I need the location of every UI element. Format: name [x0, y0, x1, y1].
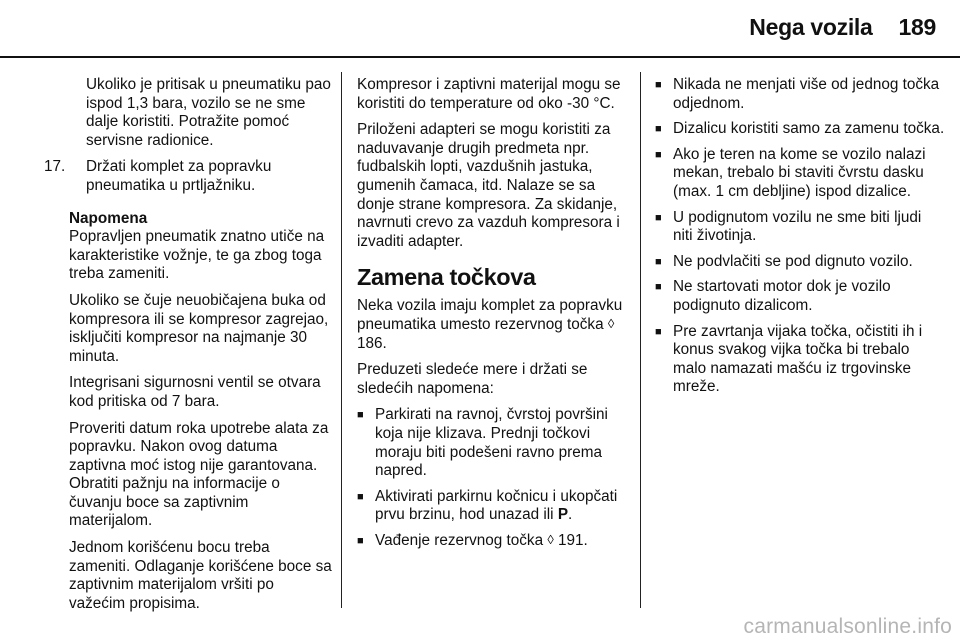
reference-arrow-icon: ◊ — [547, 531, 554, 547]
item-text: Držati komplet za popravku pneumatika u prtljažniku. — [86, 158, 272, 194]
list-item-text: Aktivirati parkirnu kočnicu i ukopčati prvu brzinu, hod unazad ili — [375, 487, 618, 524]
page-header — [0, 14, 936, 48]
gear-p-label: P — [557, 506, 569, 524]
bullet-icon: ■ — [655, 325, 662, 338]
note-block — [44, 210, 332, 614]
intro-text: Neka vozila imaju komplet za popravku pneumatika umesto rezervnog točka — [357, 297, 623, 333]
list-item-text: Vađenje rezervnog točka — [375, 531, 544, 549]
list-item — [357, 406, 629, 480]
compressor-noise-paragraph: Ukoliko se čuje neuobičajena buka od kompresora ili se kompresor zagrejao, isključiti kompresor na najmanje 30 minuta. — [69, 291, 329, 365]
bullet-icon: ■ — [655, 255, 662, 268]
list-item-content — [375, 488, 629, 525]
list-item — [655, 209, 945, 246]
bullet-icon: ■ — [655, 79, 662, 91]
list-item-text: Nikada ne menjati više od jednog točka odjednom. — [673, 76, 940, 112]
list-item — [655, 253, 945, 272]
list-item-text: Ne podvlačiti se pod dignuto vozilo. — [673, 252, 913, 270]
header-rule — [0, 56, 960, 58]
bullet-icon: ■ — [655, 123, 662, 136]
watermark: carmanualsonline.info — [743, 615, 952, 638]
list-item — [655, 146, 945, 202]
safety-valve-paragraph: Integrisani sigurnosni ventil se otvara kod pritiska od 7 bara. — [69, 374, 321, 410]
list-item-text: Dizalicu koristiti samo za zamenu točka. — [673, 120, 945, 138]
expiry-date-paragraph: Proveriti datum roka upotrebe alata za popravku. Nakon ovog datuma zaptivna moć istog nije garantovana. Obratiti pažnju na informacije o čuvanju boce sa zaptivnim materijalom. — [69, 419, 329, 530]
measures-paragraph: Preduzeti sledeće mere i držati se sledećih napomena: — [357, 361, 588, 397]
measures-list — [357, 406, 629, 550]
list-item-content — [375, 532, 588, 551]
list-item-text: Ne startovati motor dok je vozilo podignuto dizalicom. — [673, 278, 891, 314]
adapters-paragraph: Priloženi adapteri se mogu koristiti za naduvavanje drugih predmeta npr. fudbalskih lopti, vazdušnih jastuka, gumenih čamaca, itd. Nalaze se sa donje strane kompresora. Za skidanje, navrnuti crevo za vazduh kompresora i izvaditi adapter. — [357, 121, 620, 250]
continued-paragraph: Ukoliko je pritisak u pneumatiku pao ispod 1,3 bara, vozilo se ne sme dalje koristiti. Potražite pomoć servisne radionice. — [86, 76, 331, 149]
page-reference-link[interactable]: 191. — [558, 531, 588, 549]
list-item — [655, 278, 945, 315]
reference-arrow-icon: ◊ — [607, 315, 615, 331]
bullet-icon: ■ — [357, 409, 364, 422]
bullet-icon: ■ — [655, 211, 662, 224]
column-divider-2 — [640, 72, 641, 608]
bullet-icon: ■ — [357, 490, 364, 503]
temperature-paragraph: Kompresor i zaptivni materijal mogu se koristiti do temperature od oko -30 °C. — [357, 76, 621, 112]
list-item-text: U podignutom vozilu ne sme biti ljudi niti životinja. — [673, 208, 922, 245]
period: . — [568, 506, 573, 524]
list-item-text: Parkirati na ravnoj, čvrstoj površini koja nije klizava. Prednji točkovi moraju biti podešeni ravno prema napred. — [375, 406, 608, 480]
list-item — [655, 120, 945, 139]
safety-list — [655, 76, 945, 397]
column-3 — [655, 76, 945, 404]
page-number: 189 — [898, 14, 936, 40]
list-item — [357, 488, 629, 525]
column-1 — [44, 76, 332, 621]
intro-paragraph — [357, 297, 629, 353]
list-item — [655, 323, 945, 397]
item-number: 17. — [44, 158, 66, 176]
note-text: Popravljen pneumatik znatno utiče na karakteristike vožnje, te ga zbog toga treba zameniti. — [69, 228, 325, 283]
section-heading: Zamena točkova — [357, 264, 536, 291]
note-heading: Napomena — [69, 209, 148, 227]
column-divider-1 — [341, 72, 342, 608]
bullet-icon: ■ — [655, 148, 662, 161]
list-item-text: Pre zavrtanja vijaka točka, očistiti ih i konus svakog vijka točka bi trebalo malo namazati mašću iz trgovinske mreže. — [673, 322, 923, 396]
list-item — [357, 532, 629, 551]
bullet-icon: ■ — [655, 281, 662, 294]
bullet-icon: ■ — [357, 534, 364, 547]
header-title: Nega vozila — [749, 14, 873, 40]
page-reference-link[interactable]: 186. — [357, 334, 387, 352]
disposal-paragraph: Jednom korišćenu bocu treba zameniti. Odlaganje korišćene boce sa zaptivnim materijalom vršiti po važećim propisima. — [69, 539, 332, 612]
list-item — [655, 76, 945, 113]
column-2 — [357, 76, 629, 557]
numbered-item-17 — [44, 158, 332, 195]
list-item-text: Ako je teren na kome se vozilo nalazi mekan, trebalo bi staviti čvrstu dasku (max. 1 cm debljine) ispod dizalice. — [673, 145, 926, 200]
